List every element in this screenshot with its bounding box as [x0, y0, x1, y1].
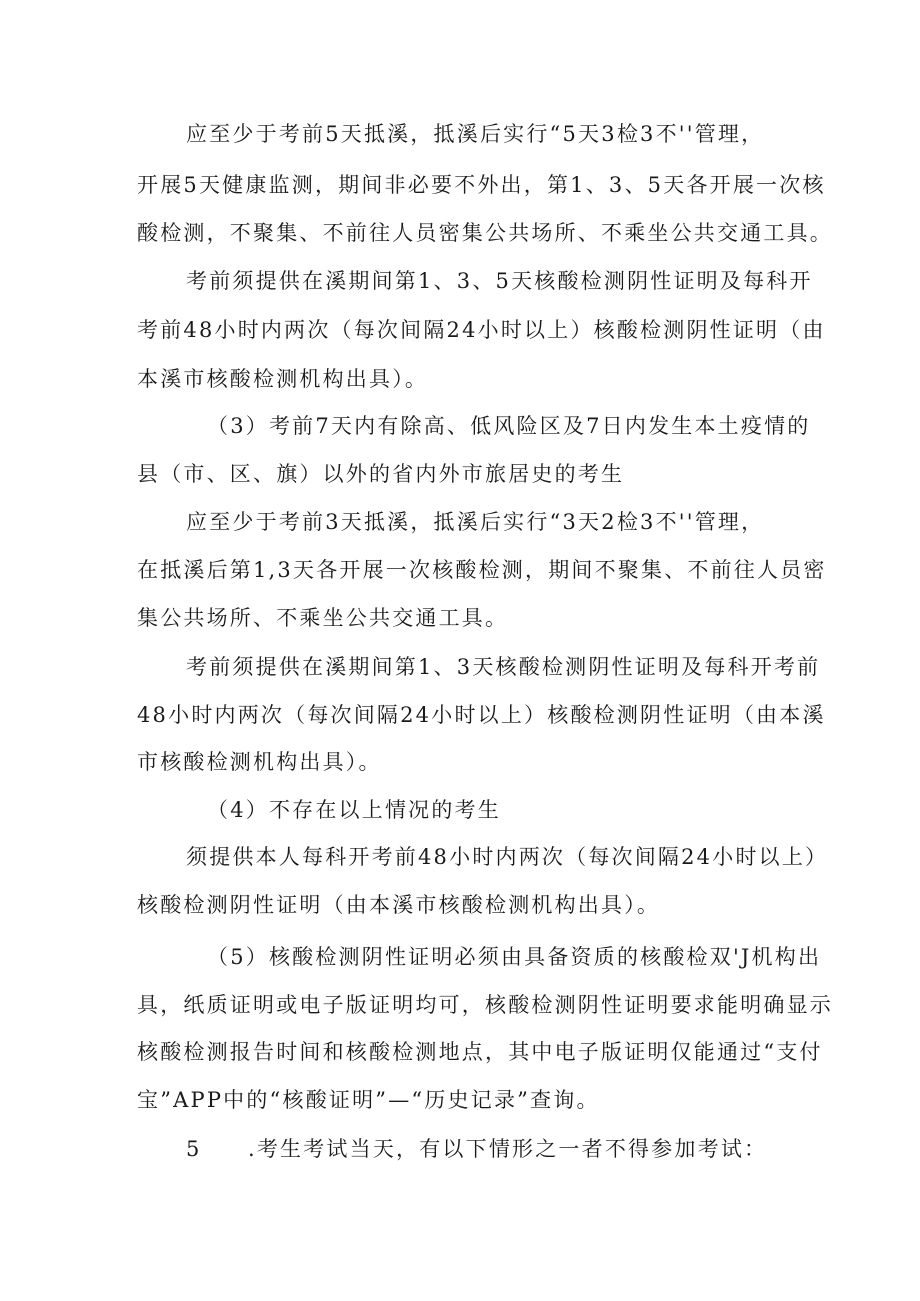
- paragraph-line: 宝”APP中的“核酸证明”—“历史记录”查询。: [137, 1088, 600, 1112]
- subheading-line: （4）不存在以上情况的考生: [207, 798, 501, 822]
- paragraph-line: 在抵溪后第1,3天各开展一次核酸检测，期间不聚集、不前往人员密: [137, 558, 827, 582]
- paragraph-line: 48小时内两次（每次间隔24小时以上）核酸检测阴性证明（由本溪: [137, 703, 826, 727]
- paragraph-line: 核酸检测报告时间和核酸检测地点，其中电子版证明仅能通过“支付: [137, 1040, 823, 1064]
- paragraph-line: 考前48小时内两次（每次间隔24小时以上）核酸检测阴性证明（由: [137, 318, 826, 342]
- paragraph-line: 开展5天健康监测，期间非必要不外出，第1、3、5天各开展一次核: [137, 173, 826, 197]
- section-heading: 5 .考生考试当天，有以下情形之一者不得参加考试：: [186, 1137, 768, 1161]
- paragraph-line: 酸检测，不聚集、不前往人员密集公共场所、不乘坐公共交通工具。: [137, 221, 833, 245]
- paragraph-line: 具，纸质证明或电子版证明均可，核酸检测阴性证明要求能明确显示: [137, 993, 833, 1017]
- subheading-line: 县（市、区、旗）以外的省内外市旅居史的考生: [137, 462, 625, 486]
- paragraph-line: 集公共场所、不乘坐公共交通工具。: [137, 606, 509, 630]
- paragraph-line: 本溪市核酸检测机构出具）。: [137, 367, 429, 391]
- paragraph-line: 核酸检测阴性证明（由本溪市核酸检测机构出具）。: [137, 893, 661, 917]
- paragraph-line: 考前须提供在溪期间第1、3天核酸检测阴性证明及每科开考前: [186, 655, 821, 679]
- paragraph-line: 应至少于考前3天抵溪，抵溪后实行“3天2检3不''管理，: [186, 510, 765, 534]
- paragraph-line: 须提供本人每科开考前48小时内两次（每次间隔24小时以上）: [186, 845, 829, 869]
- paragraph-line: 市核酸检测机构出具）。: [137, 750, 382, 774]
- paragraph-line: 考前须提供在溪期间第1、3、5天核酸检测阴性证明及每科开: [186, 269, 813, 293]
- subheading-line: （3）考前7天内有除高、低风险区及7日内发生本土疫情的: [207, 414, 811, 438]
- paragraph-line: 应至少于考前5天抵溪，抵溪后实行“5天3检3不''管理，: [186, 122, 765, 146]
- paragraph-line: （5）核酸检测阴性证明必须由具备资质的核酸检双'J机构出: [207, 945, 822, 969]
